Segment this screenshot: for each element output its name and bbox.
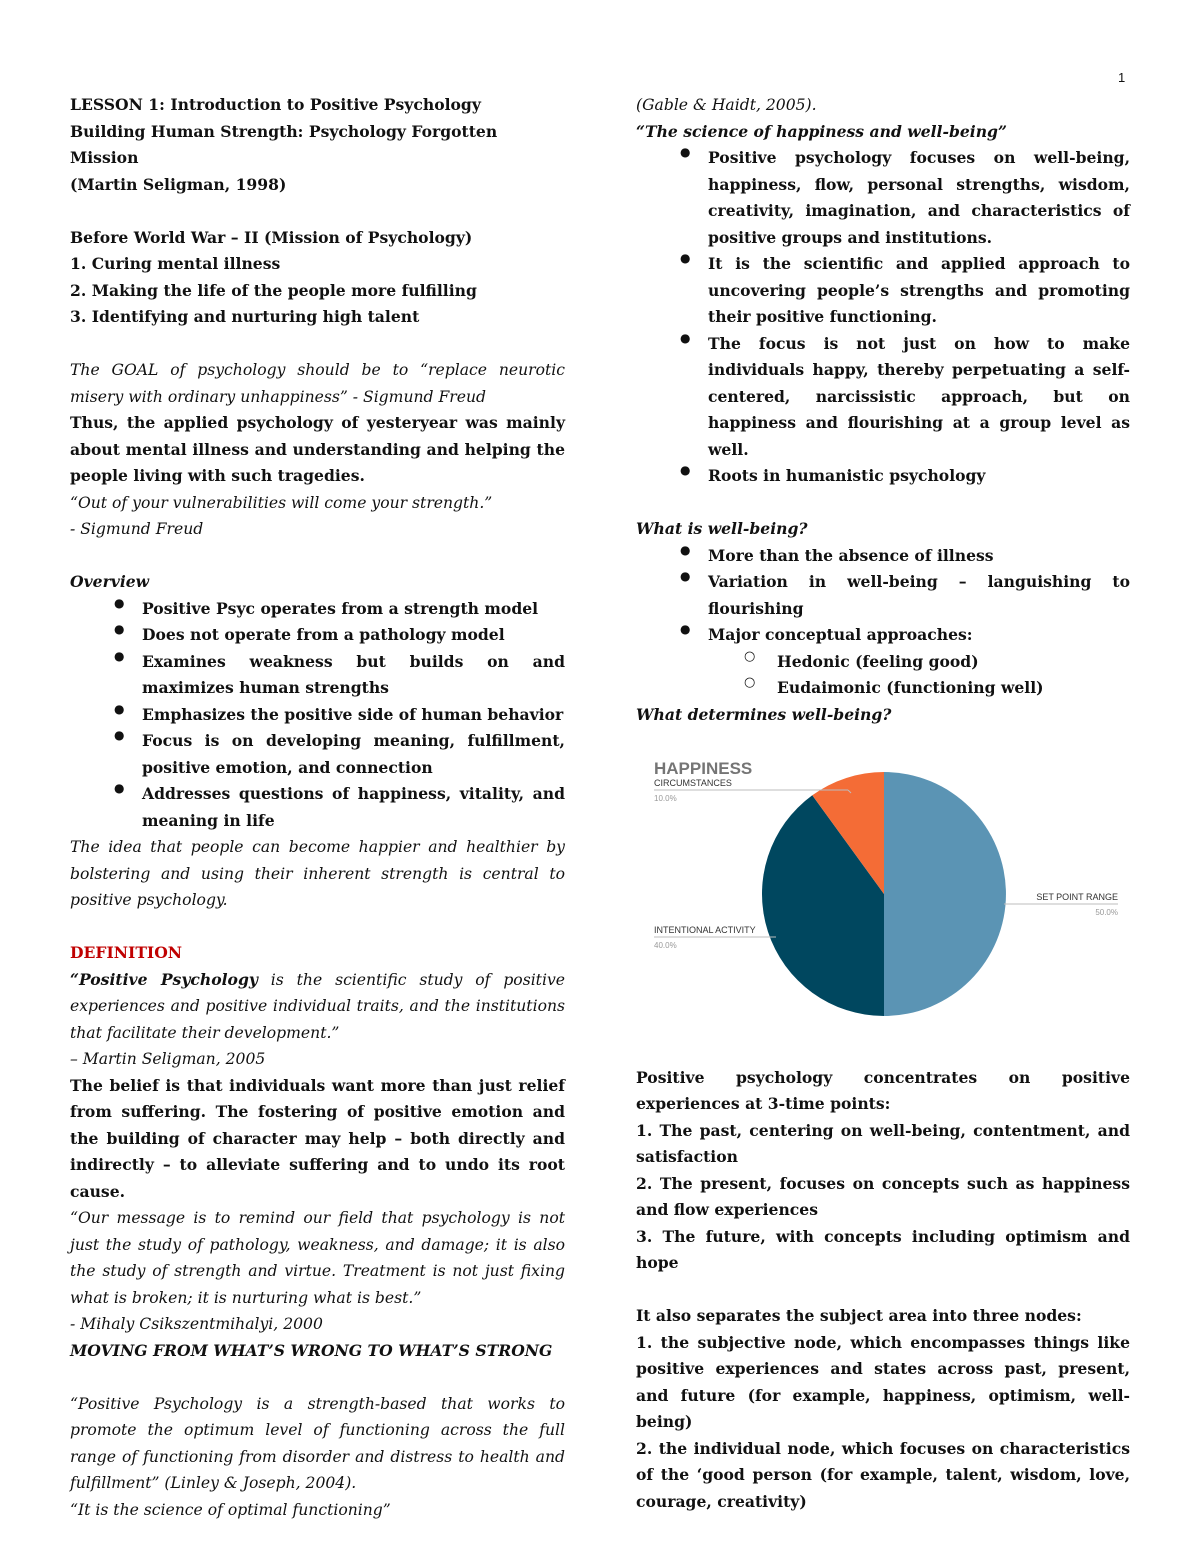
list-item-text: Hedonic (feeling good) — [777, 651, 979, 671]
bullet-icon: ● — [114, 701, 125, 716]
bullet-icon: ● — [680, 145, 691, 159]
bullet-icon: ● — [680, 251, 691, 265]
node-item: 1. the subjective node, which encompasses things like positive experiences and states across past, present, and future (for example, happiness, optimism, well-being) — [636, 1332, 1130, 1431]
gable-citation: (Gable & Haidt, 2005). — [636, 96, 817, 114]
message-author: - Mihaly Csikszentmihalyi, 2000 — [70, 1315, 323, 1333]
circle-bullet-icon: ○ — [744, 675, 756, 690]
strength-quote: “Positive Psychology is a strength-based that works to promote the optimum level of functioning across the full range of functioning from disorder and distress to health and fulfillment” (Linley & Joseph, 2004). — [70, 1394, 565, 1492]
moving-heading: MOVING FROM WHAT’S WRONG TO WHAT’S STRONG — [70, 1340, 553, 1360]
list-item — [70, 728, 565, 781]
definition-author: – Martin Seligman, 2005 — [70, 1050, 266, 1068]
list-item-text: Variation in well-being – languishing to flourishing — [708, 572, 1130, 618]
time-point: 1. The past, centering on well-being, contentment, and satisfaction — [636, 1120, 1130, 1166]
right-column — [636, 92, 1130, 1515]
before-ww2-heading: Before World War – II (Mission of Psychology) — [70, 227, 473, 247]
list-item-text: Positive psychology focuses on well-being, happiness, flow, personal strengths, wisdom, creativity, imagination, and characteristics of positive groups and institutions. — [708, 148, 1130, 247]
slice-value-label: 40.0% — [654, 941, 677, 950]
bullet-icon: ● — [114, 595, 125, 610]
bullet-icon: ● — [114, 781, 125, 795]
list-item-text: Focus is on developing meaning, fulfillment, positive emotion, and connection — [142, 731, 565, 777]
lesson-subtitle-citation: (Martin Seligman, 1998) — [70, 174, 287, 194]
list-item-text: Roots in humanistic psychology — [708, 466, 986, 485]
bullet-icon: ● — [114, 648, 125, 663]
bullet-icon: ● — [114, 728, 125, 742]
pie-slice-set-point-range — [884, 772, 1006, 1016]
node-item: 2. the individual node, which focuses on characteristics of the ‘good person (for example, talent, wisdom, love, courage, creativity) — [636, 1438, 1130, 1511]
list-item-text: Eudaimonic (functioning well) — [777, 678, 1044, 697]
approach-list — [636, 649, 1130, 702]
mission-item: 2. Making the life of the people more fulfilling — [70, 280, 477, 300]
slice-label: SET POINT RANGE — [1036, 892, 1118, 902]
chart-title: HAPPINESS — [654, 759, 753, 778]
lesson-subtitle: Building Human Strength: Psychology Forgotten Mission — [70, 121, 498, 167]
wellbeing-list — [636, 543, 1130, 649]
list-item — [70, 622, 565, 649]
bullet-icon: ● — [680, 463, 691, 477]
vulnerability-author: - Sigmund Freud — [70, 520, 204, 538]
nodes-intro: It also separates the subject area into three nodes: — [636, 1306, 1082, 1325]
bullet-icon: ● — [680, 542, 691, 557]
slice-label: INTENTIONAL ACTIVITY — [654, 925, 756, 935]
belief-paragraph: The belief is that individuals want more than just relief from suffering. The fostering of positive emotion and the building of character may help – both directly and indirectly – to alleviate suffering and to undo its root cause. — [70, 1075, 565, 1201]
list-item — [636, 649, 1130, 676]
page-number: 1 — [1118, 70, 1126, 85]
slice-value-label: 50.0% — [1095, 908, 1118, 917]
definition-quote — [70, 967, 565, 1047]
list-item-text: Positive Psyc operates from a strength model — [142, 598, 539, 618]
pie-chart-svg — [636, 738, 1130, 1038]
slice-value-label: 10.0% — [654, 794, 677, 803]
list-item — [70, 649, 565, 702]
pp-list — [636, 145, 1130, 490]
list-item-text: The focus is not just on how to make individuals happy, thereby perpetuating a self-centered, narcissistic approach, but on happiness and flourishing at a group level as well. — [708, 333, 1130, 459]
message-quote: “Our message is to remind our field that psychology is not just the study of pathology, weakness, and damage; it is also the study of strength and virtue. Treatment is not just fixing what is broken; it is nurturing what is best.” — [70, 1209, 565, 1307]
list-item-text: Major conceptual approaches: — [708, 625, 973, 644]
list-item — [636, 145, 1130, 251]
circle-bullet-icon: ○ — [744, 648, 756, 664]
definition-heading: DEFINITION — [70, 943, 183, 962]
lesson-title: LESSON 1: Introduction to Positive Psychology — [70, 95, 481, 114]
definition-text: is the scientific study of positive experiences and positive individual traits, and the institutions that facilitate their development.” — [70, 970, 565, 1042]
bullet-icon: ● — [114, 622, 125, 636]
list-item-text: More than the absence of illness — [708, 545, 994, 565]
list-item-text: Examines weakness but builds on and maximizes human strengths — [142, 651, 565, 697]
left-column — [70, 92, 565, 1523]
list-item — [636, 251, 1130, 331]
list-item — [636, 622, 1130, 649]
happiness-pie-chart — [636, 738, 1130, 1038]
list-item — [636, 675, 1130, 702]
list-item — [636, 543, 1130, 570]
definition-term: “Positive Psychology — [70, 969, 258, 989]
list-item-text: Does not operate from a pathology model — [142, 625, 505, 644]
bullet-icon: ● — [680, 330, 691, 345]
list-item-text: Emphasizes the positive side of human behavior — [142, 704, 564, 724]
concentrates-paragraph: Positive psychology concentrates on positive experiences at 3-time points: — [636, 1067, 1130, 1113]
wellbeing-heading: What is well-being? — [636, 519, 808, 538]
list-item — [636, 569, 1130, 622]
goal-quote: The GOAL of psychology should be to “replace neurotic misery with ordinary unhappiness” - Sigmund Freud — [70, 361, 565, 406]
mission-item: 3. Identifying and nurturing high talent — [70, 307, 420, 326]
optimal-quote: “It is the science of optimal functioning” — [70, 1500, 391, 1519]
time-point: 2. The present, focuses on concepts such as happiness and flow experiences — [636, 1173, 1130, 1219]
bullet-icon: ● — [680, 569, 691, 583]
idea-paragraph: The idea that people can become happier and healthier by bolstering and using their inherent strength is central to positive psychology. — [70, 838, 565, 909]
list-item — [636, 463, 1130, 490]
pie-slices — [762, 772, 1006, 1016]
science-quote: “The science of happiness and well-being” — [636, 121, 1007, 141]
list-item — [70, 702, 565, 729]
list-item — [636, 331, 1130, 464]
overview-list — [70, 596, 565, 835]
list-item-text: Addresses questions of happiness, vitality, and meaning in life — [142, 784, 565, 830]
overview-heading: Overview — [70, 572, 150, 591]
list-item — [70, 596, 565, 623]
mission-item: 1. Curing mental illness — [70, 254, 281, 273]
list-item — [70, 781, 565, 834]
time-point: 3. The future, with concepts including optimism and hope — [636, 1226, 1130, 1272]
determines-heading: What determines well-being? — [636, 704, 892, 724]
slice-label: CIRCUMSTANCES — [654, 778, 732, 788]
thus-paragraph: Thus, the applied psychology of yesteryear was mainly about mental illness and understanding and helping the people living with such tragedies. — [70, 413, 565, 485]
list-item-text: It is the scientific and applied approach to uncovering people’s strengths and promoting their positive functioning. — [708, 254, 1130, 326]
vulnerability-quote: “Out of your vulnerabilities will come your strength.” — [70, 493, 493, 512]
bullet-icon: ● — [680, 622, 691, 636]
